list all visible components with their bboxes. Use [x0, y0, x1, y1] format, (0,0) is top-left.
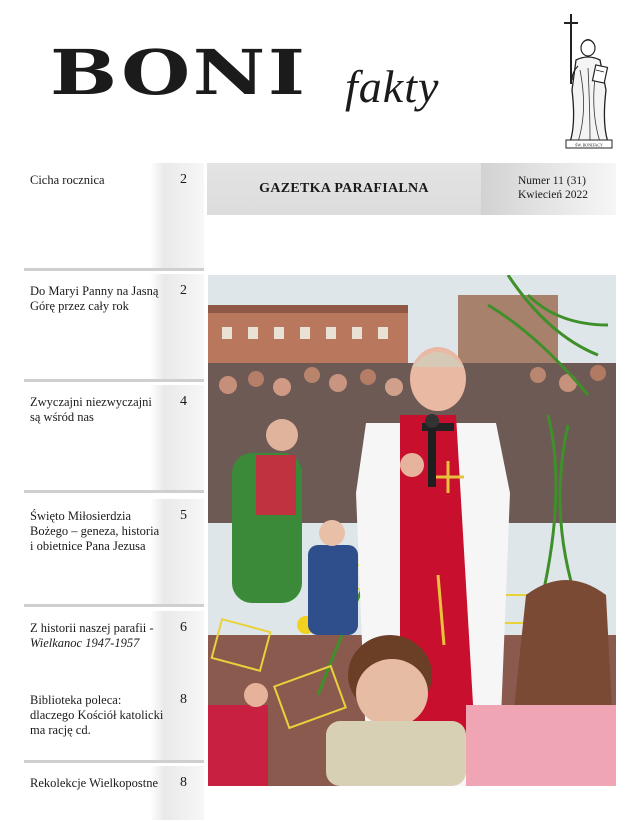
child-hand-left: [244, 683, 268, 707]
masthead-title-fakty: fakty: [345, 61, 440, 112]
toc-divider: [24, 379, 204, 382]
toc-item-title: Biblioteka poleca: dlaczego Kościół katolicki ma rację cd.: [30, 693, 164, 737]
toc-item[interactable]: [24, 274, 204, 382]
toc-item-page: 2: [180, 172, 187, 187]
issue-date: Kwiecień 2022: [518, 189, 588, 201]
publication-type-label: GAZETKA PARAFIALNA: [207, 163, 481, 215]
small-child-blue-jacket: [308, 545, 358, 635]
boy-jacket: [326, 721, 466, 786]
microphone: [428, 423, 436, 487]
child-red-vest: [256, 455, 296, 515]
toc-divider: [24, 604, 204, 607]
saint-caption: ŚW. BONIFACY: [575, 142, 603, 148]
saint-boniface-illustration: [558, 10, 618, 152]
toc-item-title: Zwyczajni niezwyczajni są wśród nas: [30, 395, 152, 424]
toc-item-page: 5: [180, 508, 187, 523]
masthead-title-boni: BONI: [50, 36, 308, 109]
toc-item[interactable]: [24, 163, 204, 271]
toc-divider: [24, 490, 204, 493]
priest-hand: [400, 453, 424, 477]
toc-item-page: 6: [180, 620, 187, 635]
issue-info: [481, 163, 616, 215]
toc-item-page: 8: [180, 775, 187, 790]
roof-line: [208, 305, 408, 313]
issue-number: Numer 11 (31): [518, 175, 586, 187]
toc-divider: [24, 268, 204, 271]
toc-item-title: Rekolekcje Wielkopostne: [30, 776, 159, 790]
toc-item-title: Do Maryi Panny na Jasną Górę przez cały rok: [30, 284, 159, 313]
toc-item-page: 2: [180, 283, 187, 298]
toc-item-title: Cicha rocznica: [30, 173, 105, 187]
toc-item[interactable]: [24, 499, 204, 607]
toc-item-title: [30, 621, 165, 651]
child-head: [266, 419, 298, 451]
child-red-jacket-left: [208, 705, 268, 786]
toc-item-title-italic: Wielkanoc 1947-1957: [30, 636, 140, 650]
toc-item[interactable]: [24, 385, 204, 493]
small-child-head: [319, 520, 345, 546]
toc-item-page: 8: [180, 692, 187, 707]
microphone-head: [425, 414, 439, 428]
issue-header: [207, 163, 616, 215]
cover-photo: [208, 275, 616, 786]
girl-pink-sweater: [466, 705, 616, 786]
boy-face: [356, 659, 428, 727]
toc-item[interactable]: [24, 766, 204, 820]
masthead: [0, 0, 637, 160]
toc-item-title-prefix: Z historii naszej parafii -: [30, 621, 154, 635]
toc-divider: [24, 760, 204, 763]
toc-item-title: Święto Miłosierdzia Bożego – geneza, historia i obietnice Pana Jezusa: [30, 509, 160, 553]
toc-item[interactable]: [24, 683, 204, 763]
toc-item-page: 4: [180, 394, 187, 409]
